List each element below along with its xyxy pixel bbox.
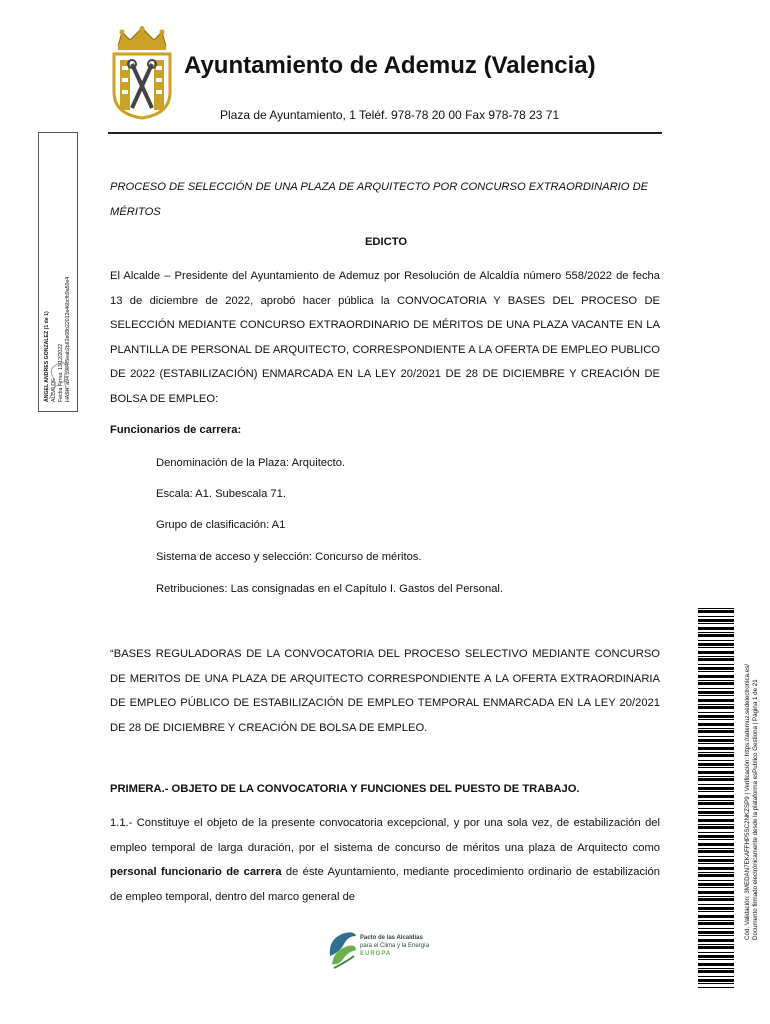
list-item-denominacion: Denominación de la Plaza: Arquitecto. [156, 457, 346, 469]
validation-text [738, 618, 766, 986]
leaf-icon [326, 926, 358, 970]
pacto-line3: EUROPA [360, 951, 392, 957]
funcionarios-heading: Funcionarios de carrera: [110, 424, 242, 436]
org-name: Ayuntamiento de Ademuz (Valencia) [184, 52, 596, 79]
intro-paragraph: El Alcalde – Presidente del Ayuntamiento de Ademuz por Resolución de Alcaldía número 558/2022 de fecha 13 de diciembre de 2022, aprobó hacer pública la CONVOCATORIA Y BASES DEL PROCESO DE SELECCIÓN MEDIANTE CONCURSO EXTRAORDINARIO DE MÉRITOS DE UNA PLAZA VACANTE EN LA PLANTILLA DE PERSONAL DE ARQUITECTO, CORRESPONDIENTE A LA OFERTA DE EMPLEO PUBLICO DE 2022 (ESTABILIZACIÓN) ENMARCADA EN LA LEY 20/2021 DE 28 DE DICIEMBRE Y CREACIÓN DE BOLSA DE EMPLEO: [110, 270, 660, 405]
org-address: Plaza de Ayuntamiento, 1 Teléf. 978-78 20 00 Fax 978-78 23 71 [220, 108, 560, 122]
handwritten-signature [45, 355, 71, 405]
validation-barcode [698, 608, 734, 988]
clause-1-1 [110, 811, 660, 909]
clause-1-1-part2: de éste Ayuntamiento, mediante procedimiento ordinario de estabilización de empleo temporal, dentro del marco general de [110, 866, 660, 903]
pacto-line1: Pacto de las Alcaldías [360, 935, 423, 941]
signature-hash: HASH: a94 59e4f5eab2b62e08b22012e46bcfb9a50e4 [65, 276, 71, 402]
pacto-line2: para el Clima y la Energía [360, 943, 430, 949]
validation-platform-line: Documento firmado electrónicamente desde la plataforma esPublico Gestiona | Página 1 de 21 [752, 679, 759, 940]
list-item-sistema: Sistema de acceso y selección: Concurso de méritos. [156, 551, 422, 563]
header-divider [108, 132, 662, 134]
validation-code-line: Cód. Validación: 3MEDAN7EKAFFHP5SC2NKZSP9 | Verificación: https://ademuz.sedelectronica.es/ [744, 664, 751, 940]
signature-stamp [38, 132, 78, 412]
process-title [110, 175, 662, 224]
primera-heading: PRIMERA.- OBJETO DE LA CONVOCATORIA Y FUNCIONES DEL PUESTO DE TRABAJO. [110, 783, 580, 795]
edicto-heading: EDICTO [364, 236, 408, 248]
signer-role: ALCALDE [51, 378, 57, 402]
coat-of-arms-logo [108, 26, 176, 120]
clause-1-1-part1: 1.1.- Constituye el objeto de la presente convocatoria excepcional, y por una sola vez, de estabilización del empleo temporal de larga duración, por el sistema de concurso de méritos una plaza de Arquitecto como [110, 817, 660, 854]
list-item-escala: Escala: A1. Subescala 71. [156, 488, 286, 500]
bases-paragraph: “BASES REGULADORAS DE LA CONVOCATORIA DEL PROCESO SELECTIVO MEDIANTE CONCURSO DE MERITOS DE UNA PLAZA DE ARQUITECTO CORRESPONDIENTE A LA OFERTA EXTRAORDINARIA DE EMPLEO PÚBLICO DE ESTABILIZACIÓN DE EMPLEO TEMPORAL ENMARCADA EN LA LEY 20/2021 DE 28 DE DICIEMBRE Y CREACIÓN DE BOLSA DE EMPLEO. [110, 648, 660, 734]
signer-name: ÁNGEL ANDRES GONZALEZ (1 de 1) [44, 311, 50, 402]
pacto-alcaldias-logo [326, 926, 444, 974]
process-title-line1: PROCESO DE SELECCIÓN DE UNA PLAZA DE ARQUITECTO POR CONCURSO EXTRAORDINARIO DE [110, 181, 649, 193]
signature-date: Fecha Firma: 13/12/2022 [58, 344, 64, 402]
list-item-retribuciones: Retribuciones: Las consignadas en el Capítulo I. Gastos del Personal. [156, 583, 504, 595]
process-title-line2: MÉRITOS [110, 205, 161, 218]
clause-1-1-bold: personal funcionario de carrera [110, 866, 282, 878]
list-item-grupo: Grupo de clasificación: A1 [156, 519, 286, 531]
